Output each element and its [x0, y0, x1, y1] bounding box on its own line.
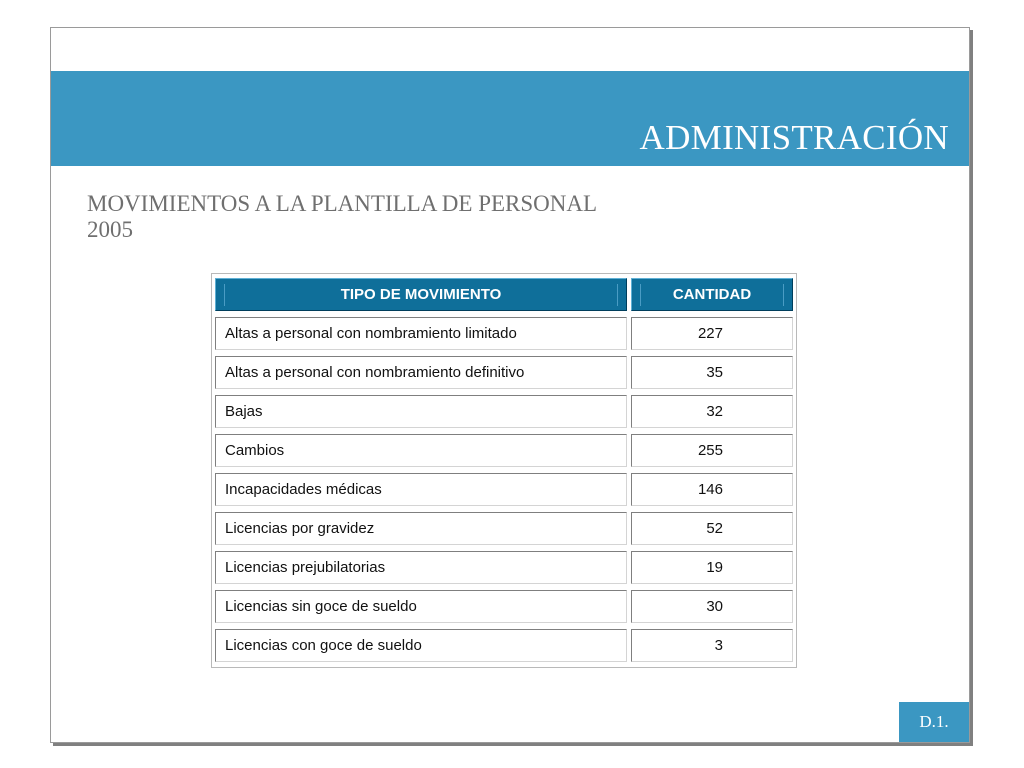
table-row: [215, 512, 793, 547]
subtitle-line-1: MOVIMIENTOS A LA PLANTILLA DE PERSONAL: [87, 191, 598, 216]
table-row: [215, 473, 793, 508]
cell-cantidad: 227: [631, 317, 793, 350]
cell-cantidad: 3: [631, 629, 793, 662]
cell-tipo: Cambios: [215, 434, 627, 467]
slide: [50, 27, 970, 743]
slide-title: ADMINISTRACIÓN: [639, 118, 949, 157]
table-row: [215, 434, 793, 469]
slide-subtitle: [87, 191, 597, 243]
cell-cantidad: 35: [631, 356, 793, 389]
cell-tipo: Licencias sin goce de sueldo: [215, 590, 627, 623]
header-cantidad: CANTIDAD: [631, 278, 793, 311]
cell-tipo: Licencias con goce de sueldo: [215, 629, 627, 662]
cell-tipo: Incapacidades médicas: [215, 473, 627, 506]
cell-tipo: Altas a personal con nombramiento limitado: [215, 317, 627, 350]
header-tipo: TIPO DE MOVIMIENTO: [215, 278, 627, 311]
table-row: [215, 590, 793, 625]
cell-cantidad: 52: [631, 512, 793, 545]
table-row: [215, 551, 793, 586]
movements-table: [211, 273, 797, 668]
table-row: [215, 395, 793, 430]
table-row: [215, 629, 793, 664]
subtitle-line-2: 2005: [87, 217, 133, 242]
cell-cantidad: 146: [631, 473, 793, 506]
slide-number-badge: D.1.: [899, 702, 969, 742]
cell-cantidad: 30: [631, 590, 793, 623]
cell-cantidad: 32: [631, 395, 793, 428]
cell-tipo: Bajas: [215, 395, 627, 428]
cell-tipo: Altas a personal con nombramiento definitivo: [215, 356, 627, 389]
cell-tipo: Licencias prejubilatorias: [215, 551, 627, 584]
table-row: [215, 356, 793, 391]
table-row: [215, 317, 793, 352]
cell-tipo: Licencias por gravidez: [215, 512, 627, 545]
cell-cantidad: 19: [631, 551, 793, 584]
table-header-row: [215, 278, 793, 313]
title-band: [51, 71, 969, 166]
cell-cantidad: 255: [631, 434, 793, 467]
